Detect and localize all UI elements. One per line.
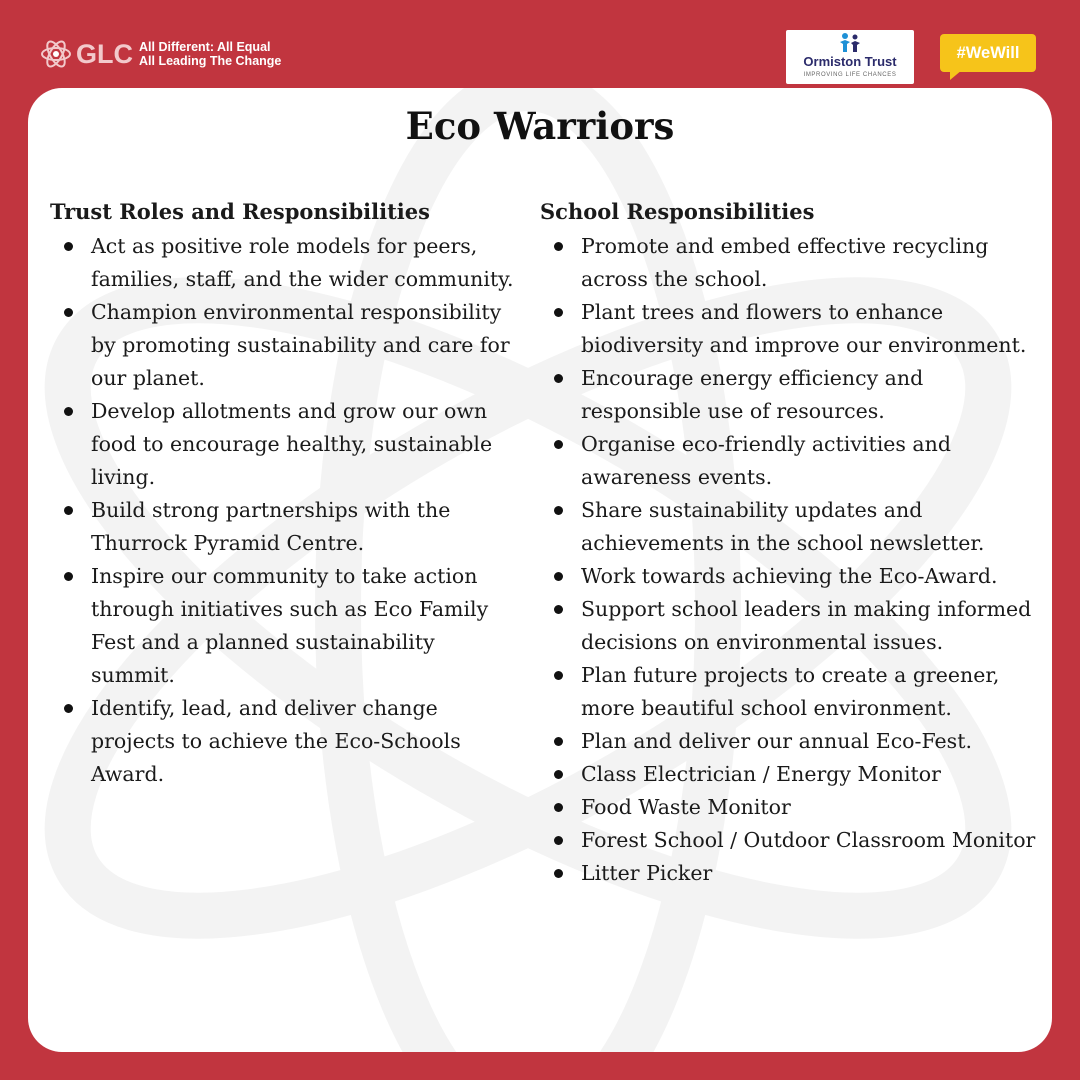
- list-item: Share sustainability updates and achievements in the school newsletter.: [540, 494, 1040, 560]
- list-item: Promote and embed effective recycling across the school.: [540, 230, 1040, 296]
- content-card: [28, 88, 1052, 1052]
- list-item: Support school leaders in making informed decisions on environmental issues.: [540, 593, 1040, 659]
- list-item: Build strong partnerships with the Thurrock Pyramid Centre.: [50, 494, 518, 560]
- glc-wordmark: GLC: [76, 38, 133, 69]
- list-item: Food Waste Monitor: [540, 791, 1040, 824]
- page-title: Eco Warriors: [405, 104, 675, 148]
- school-responsibilities-list: [540, 230, 1040, 890]
- glc-tagline: [139, 40, 281, 68]
- list-item: Inspire our community to take action through initiatives such as Eco Family Fest and a planned sustainability summit.: [50, 560, 518, 692]
- list-item: Champion environmental responsibility by promoting sustainability and care for our planet.: [50, 296, 518, 395]
- list-item: Act as positive role models for peers, families, staff, and the wider community.: [50, 230, 518, 296]
- ormiston-tagline: IMPROVING LIFE CHANCES: [803, 72, 897, 78]
- school-responsibilities-section: [540, 198, 1040, 890]
- glc-tagline-line2: All Leading The Change: [139, 54, 282, 68]
- section-heading: Trust Roles and Responsibilities: [50, 199, 430, 224]
- list-item: Class Electrician / Energy Monitor: [540, 758, 1040, 791]
- list-item: Organise eco-friendly activities and awareness events.: [540, 428, 1040, 494]
- list-item: Litter Picker: [540, 857, 1040, 890]
- trust-roles-section: [50, 198, 518, 791]
- list-item: Encourage energy efficiency and responsible use of resources.: [540, 362, 1040, 428]
- glc-tagline-line1: All Different: All Equal: [139, 40, 271, 54]
- list-item: Forest School / Outdoor Classroom Monitor: [540, 824, 1040, 857]
- list-item: Identify, lead, and deliver change projects to achieve the Eco-Schools Award.: [50, 692, 518, 791]
- ormiston-trust-logo: [786, 30, 914, 84]
- trust-roles-list: [50, 230, 518, 791]
- list-item: Develop allotments and grow our own food to encourage healthy, sustainable living.: [50, 395, 518, 494]
- atom-star-icon: [40, 38, 72, 70]
- wewill-badge-tail: [950, 70, 962, 80]
- list-item: Plan future projects to create a greener, more beautiful school environment.: [540, 659, 1040, 725]
- section-heading: School Responsibilities: [540, 199, 815, 224]
- ormiston-name: Ormiston Trust: [803, 54, 897, 69]
- glc-logo: [40, 36, 281, 72]
- list-item: Work towards achieving the Eco-Award.: [540, 560, 1040, 593]
- list-item: Plan and deliver our annual Eco-Fest.: [540, 725, 1040, 758]
- list-item: Plant trees and flowers to enhance biodiversity and improve our environment.: [540, 296, 1040, 362]
- wewill-badge: #WeWill: [940, 34, 1036, 72]
- people-figures-icon: [838, 32, 862, 54]
